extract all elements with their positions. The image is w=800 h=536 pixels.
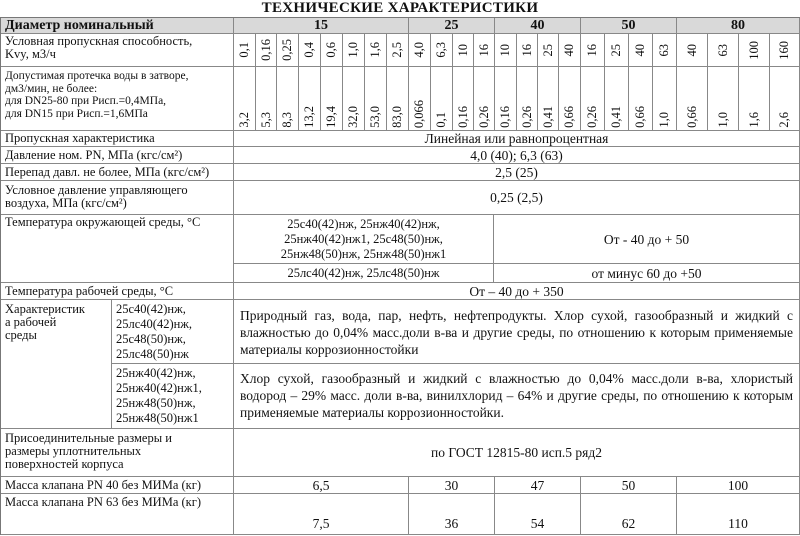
mass40-dn15: 6,5 <box>234 477 409 494</box>
kvy-value: 16 <box>585 43 599 57</box>
mass63-dn15: 7,5 <box>234 494 409 535</box>
leak-cell <box>677 67 708 131</box>
ambient-models-a: 25с40(42)нж, 25нж40(42)нж, 25нж40(42)нж1, 25с48(50)нж, 25нж48(50)нж, 25нж48(50)нж1 <box>234 215 494 264</box>
kvy-cell <box>431 34 453 67</box>
kvy-value: 160 <box>777 40 791 60</box>
kvy-value: 0,16 <box>258 39 273 61</box>
mass63-dn80: 110 <box>677 494 800 535</box>
flow-label: Пропускная характеристика <box>1 131 234 147</box>
leak-cell <box>256 67 277 131</box>
leak-cell <box>474 67 495 131</box>
media-group1-text: Природный газ, вода, пар, нефть, нефтепродукты. Хлор сухой, газообразный и жидкий с влажностью до 0,04% масс.доли в-ва и другие среды, по отношению к которым применяемые материалы коррозионностойки <box>234 300 800 364</box>
mass40-label: Масса клапана PN 40 без МИМа (кг) <box>1 477 234 494</box>
kvy-cell <box>495 34 517 67</box>
leak-value: 32,0 <box>346 106 360 128</box>
leak-cell <box>559 67 581 131</box>
kvy-value: 10 <box>498 43 512 57</box>
kvy-cell <box>409 34 431 67</box>
header-label: Диаметр номинальный <box>1 18 234 34</box>
ambient-range-b: от минус 60 до +50 <box>494 264 800 283</box>
kvy-value: 0,4 <box>302 42 316 58</box>
kvy-value: 0,1 <box>237 42 251 58</box>
kvy-value: 40 <box>633 43 647 57</box>
leak-cell <box>653 67 677 131</box>
leak-value: 0,66 <box>684 106 699 128</box>
document-title: ТЕХНИЧЕСКИЕ ХАРАКТЕРИСТИКИ <box>261 0 539 16</box>
control-air-value: 0,25 (2,5) <box>234 181 800 215</box>
leak-cell <box>365 67 387 131</box>
leak-value: 0,1 <box>434 112 448 128</box>
mass63-label: Масса клапана PN 63 без МИМа (кг) <box>1 494 234 535</box>
leak-cell <box>770 67 800 131</box>
mass40-dn80: 100 <box>677 477 800 494</box>
kvy-value: 6,3 <box>434 42 448 58</box>
kvy-value: 16 <box>476 43 491 57</box>
kvy-cell <box>677 34 708 67</box>
kvy-cell <box>343 34 365 67</box>
leak-value: 0,26 <box>519 106 534 128</box>
flow-value: Линейная или равнопроцентная <box>234 131 800 147</box>
dn-25: 25 <box>409 18 495 34</box>
leak-cell <box>517 67 538 131</box>
kvy-cell <box>581 34 605 67</box>
kvy-value: 0,6 <box>324 42 338 58</box>
kvy-value: 10 <box>455 43 470 57</box>
leak-cell <box>739 67 770 131</box>
ambient-label: Температура окружающей среды, °С <box>1 215 234 283</box>
leak-value: 13,2 <box>302 106 316 128</box>
drop-value: 2,5 (25) <box>234 164 800 181</box>
media-group1-models: 25с40(42)нж, 25лс40(42)нж, 25с48(50)нж, 25лс48(50)нж <box>112 300 234 364</box>
kvy-cell <box>365 34 387 67</box>
leak-cell <box>387 67 409 131</box>
leak-cell <box>299 67 321 131</box>
drop-label: Перепад давл. не более, МПа (кгс/см²) <box>1 164 234 181</box>
mass63-dn50: 62 <box>581 494 677 535</box>
working-temp-label: Температура рабочей среды, °С <box>1 283 234 300</box>
kvy-value: 4,0 <box>412 42 426 58</box>
kvy-cell <box>605 34 629 67</box>
media-label: Характеристик а рабочей среды <box>1 300 112 429</box>
kvy-value: 16 <box>519 43 534 57</box>
leak-cell <box>234 67 256 131</box>
dn-50: 50 <box>581 18 677 34</box>
kvy-cell <box>770 34 800 67</box>
specs-table <box>0 17 800 535</box>
kvy-label: Условная пропускная способность, Kvy, м3/ч <box>1 34 234 67</box>
leak-value: 0,66 <box>562 106 576 128</box>
dn-40: 40 <box>495 18 581 34</box>
kvy-value: 25 <box>609 43 623 57</box>
leak-value: 0,16 <box>498 106 512 128</box>
leak-value: 19,4 <box>324 106 338 128</box>
leak-value: 0,66 <box>633 106 647 128</box>
ambient-models-b: 25лс40(42)нж, 25лс48(50)нж <box>234 264 494 283</box>
leak-value: 53,0 <box>368 106 382 128</box>
kvy-value: 63 <box>715 43 730 57</box>
leak-value: 2,6 <box>777 112 791 128</box>
mass63-dn25: 36 <box>409 494 495 535</box>
kvy-value: 40 <box>562 43 576 57</box>
connection-value: по ГОСТ 12815-80 исп.5 ряд2 <box>234 429 800 477</box>
leak-label: Допустимая протечка воды в затворе, дм3/мин, не более: для DN25-80 при Рисп.=0,4МПа, для DN15 при Рисп.=1,6МПа <box>1 67 234 131</box>
kvy-cell <box>739 34 770 67</box>
mass40-dn50: 50 <box>581 477 677 494</box>
pressure-value: 4,0 (40); 6,3 (63) <box>234 147 800 164</box>
kvy-cell <box>387 34 409 67</box>
kvy-value: 63 <box>657 43 671 57</box>
leak-value: 0,26 <box>476 106 491 128</box>
leak-cell <box>277 67 299 131</box>
pressure-label: Давление ном. PN, МПа (кгс/см²) <box>1 147 234 164</box>
working-temp-value: От – 40 до + 350 <box>234 283 800 300</box>
leak-cell <box>605 67 629 131</box>
leak-cell <box>453 67 474 131</box>
kvy-value: 100 <box>746 40 761 60</box>
leak-cell <box>409 67 431 131</box>
connection-label: Присоединительные размеры и размеры уплотнительных поверхностей корпуса <box>1 429 234 477</box>
leak-cell <box>495 67 517 131</box>
kvy-value: 40 <box>684 43 699 57</box>
kvy-value: 2,5 <box>390 42 404 58</box>
kvy-cell <box>708 34 739 67</box>
media-group2-models: 25нж40(42)нж, 25нж40(42)нж1, 25нж48(50)нж, 25нж48(50)нж1 <box>112 364 234 429</box>
leak-cell <box>538 67 559 131</box>
kvy-cell <box>629 34 653 67</box>
leak-value: 8,3 <box>280 112 294 128</box>
kvy-cell <box>299 34 321 67</box>
ambient-range-a: От - 40 до + 50 <box>494 215 800 264</box>
leak-cell <box>343 67 365 131</box>
leak-cell <box>321 67 343 131</box>
leak-value: 0,16 <box>455 106 470 128</box>
kvy-cell <box>538 34 559 67</box>
media-group2-text: Хлор сухой, газообразный и жидкий с влажностью до 0,04% масс.доли в-ва, хлористый водород – 29% масс. доли в-ва, винилхлорид – 64% и другие среды, по отношению к которым применяемые материалы коррозионностойки. <box>234 364 800 429</box>
leak-value: 0,41 <box>609 106 623 128</box>
kvy-cell <box>277 34 299 67</box>
kvy-cell <box>256 34 277 67</box>
leak-value: 3,2 <box>237 112 251 128</box>
kvy-value: 0,25 <box>280 39 294 61</box>
kvy-cell <box>474 34 495 67</box>
leak-value: 1,0 <box>715 112 730 128</box>
leak-value: 83,0 <box>390 106 404 128</box>
leak-value: 0,41 <box>540 106 555 128</box>
control-air-label: Условное давление управляющего воздуха, МПа (кгс/см²) <box>1 181 234 215</box>
kvy-cell <box>517 34 538 67</box>
kvy-value: 1,6 <box>368 42 382 58</box>
leak-value: 0,066 <box>412 99 426 128</box>
dn-15: 15 <box>234 18 409 34</box>
kvy-value: 1,0 <box>346 42 360 58</box>
kvy-cell <box>653 34 677 67</box>
kvy-cell <box>321 34 343 67</box>
leak-cell <box>629 67 653 131</box>
kvy-cell <box>234 34 256 67</box>
dn-80: 80 <box>677 18 800 34</box>
leak-value: 1,6 <box>746 112 761 128</box>
kvy-cell <box>559 34 581 67</box>
leak-cell <box>431 67 453 131</box>
leak-value: 0,26 <box>585 106 599 128</box>
leak-value: 1,0 <box>657 112 671 128</box>
leak-cell <box>581 67 605 131</box>
leak-cell <box>708 67 739 131</box>
mass40-dn25: 30 <box>409 477 495 494</box>
kvy-cell <box>453 34 474 67</box>
leak-value: 5,3 <box>258 112 273 128</box>
mass40-dn40: 47 <box>495 477 581 494</box>
mass63-dn40: 54 <box>495 494 581 535</box>
kvy-value: 25 <box>540 43 555 57</box>
